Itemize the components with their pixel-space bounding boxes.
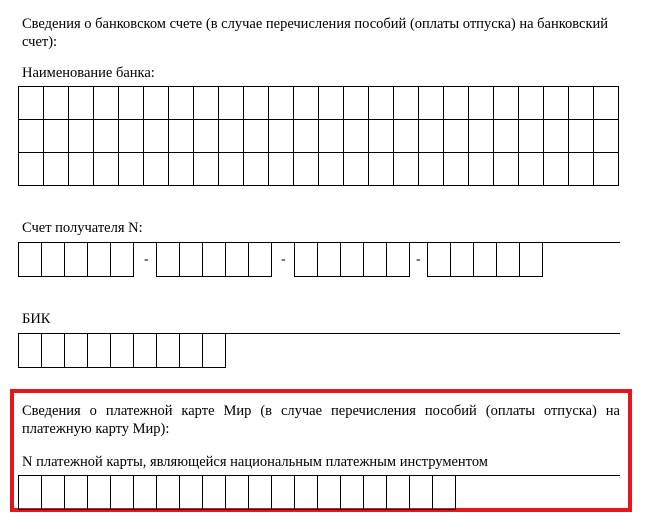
bank-account-heading: Сведения о банковском счете (в случае перечисления пособий (оплаты отпуска) на банковский счет): xyxy=(22,16,609,50)
bank-name-cell[interactable] xyxy=(219,120,244,153)
account-digit-cell[interactable] xyxy=(65,243,88,277)
bank-name-cell[interactable] xyxy=(444,153,469,186)
bik-digit-cell[interactable] xyxy=(19,334,42,368)
account-digit-cell[interactable] xyxy=(19,243,42,277)
bank-name-cell[interactable] xyxy=(444,87,469,120)
payment-card-heading: Сведения о платежной карте Мир (в случае перечисления пособий (оплаты отпуска) на платежную карту Мир): xyxy=(22,403,620,437)
bank-name-cell[interactable] xyxy=(169,153,194,186)
bank-name-cell[interactable] xyxy=(394,153,419,186)
account-digit-cell[interactable] xyxy=(341,243,364,277)
bank-name-cell[interactable] xyxy=(544,87,569,120)
bik-digit-cell[interactable] xyxy=(65,334,88,368)
bank-name-cell[interactable] xyxy=(269,120,294,153)
account-digit-cell[interactable] xyxy=(88,243,111,277)
account-digit-cell[interactable] xyxy=(42,243,65,277)
account-digit-cell[interactable] xyxy=(428,243,451,277)
bank-name-cell[interactable] xyxy=(44,120,69,153)
bank-name-cell[interactable] xyxy=(594,120,619,153)
bank-name-cell[interactable] xyxy=(519,120,544,153)
bank-name-cell[interactable] xyxy=(94,87,119,120)
bank-name-cell[interactable] xyxy=(369,120,394,153)
card-digit-cell[interactable] xyxy=(134,476,157,510)
account-digit-cell[interactable] xyxy=(318,243,341,277)
bik-digit-cell[interactable] xyxy=(203,334,226,368)
bank-name-cell[interactable] xyxy=(319,120,344,153)
card-digit-cell[interactable] xyxy=(203,476,226,510)
bank-name-cell[interactable] xyxy=(294,153,319,186)
bank-name-cell[interactable] xyxy=(244,87,269,120)
bank-name-cell[interactable] xyxy=(94,120,119,153)
bik-digit-cell[interactable] xyxy=(88,334,111,368)
bank-name-cell[interactable] xyxy=(69,87,94,120)
card-digit-cell[interactable] xyxy=(318,476,341,510)
bank-name-cell[interactable] xyxy=(469,120,494,153)
bank-name-cell[interactable] xyxy=(19,153,44,186)
card-digit-cell[interactable] xyxy=(88,476,111,510)
bank-name-cell[interactable] xyxy=(294,120,319,153)
card-number-label: N платежной карты, являющейся национальным платежным инструментом xyxy=(22,454,488,470)
card-digit-cell[interactable] xyxy=(111,476,134,510)
account-digit-cell[interactable] xyxy=(497,243,520,277)
card-digit-cell[interactable] xyxy=(42,476,65,510)
bank-name-cell[interactable] xyxy=(519,153,544,186)
account-digit-cell[interactable] xyxy=(520,243,543,277)
bank-name-cell[interactable] xyxy=(119,153,144,186)
bank-name-cell[interactable] xyxy=(169,87,194,120)
card-digit-cell[interactable] xyxy=(364,476,387,510)
account-group-2[interactable] xyxy=(156,242,272,277)
bank-name-cell[interactable] xyxy=(44,153,69,186)
account-digit-cell[interactable] xyxy=(387,243,410,277)
bank-name-cell[interactable] xyxy=(19,87,44,120)
bank-name-cell[interactable] xyxy=(369,87,394,120)
card-digit-cell[interactable] xyxy=(157,476,180,510)
bank-name-cell[interactable] xyxy=(94,153,119,186)
account-digit-cell[interactable] xyxy=(474,243,497,277)
bank-name-cell[interactable] xyxy=(344,120,369,153)
bik-digit-cell[interactable] xyxy=(134,334,157,368)
bank-name-cell[interactable] xyxy=(419,153,444,186)
bank-name-label: Наименование банка: xyxy=(22,65,155,81)
bik-digit-cell[interactable] xyxy=(157,334,180,368)
account-group-3[interactable] xyxy=(294,242,410,277)
bank-name-cell[interactable] xyxy=(19,120,44,153)
card-digit-cell[interactable] xyxy=(295,476,318,510)
bank-name-cell[interactable] xyxy=(294,87,319,120)
account-digit-cell[interactable] xyxy=(295,243,318,277)
bik-digit-cell[interactable] xyxy=(180,334,203,368)
bank-name-cell[interactable] xyxy=(494,153,519,186)
bank-name-cell[interactable] xyxy=(469,153,494,186)
bank-name-cell[interactable] xyxy=(144,153,169,186)
bank-name-cell[interactable] xyxy=(144,87,169,120)
account-separator-3: - xyxy=(416,252,421,267)
bank-name-cell[interactable] xyxy=(319,153,344,186)
account-digit-cell[interactable] xyxy=(111,243,134,277)
bank-name-cell[interactable] xyxy=(469,87,494,120)
account-separator-2: - xyxy=(281,252,286,267)
bik-digit-cell[interactable] xyxy=(111,334,134,368)
bank-name-cell[interactable] xyxy=(44,87,69,120)
bank-name-cell[interactable] xyxy=(219,153,244,186)
bank-name-row xyxy=(19,120,619,153)
card-digit-cell[interactable] xyxy=(19,476,42,510)
bank-name-cell[interactable] xyxy=(194,87,219,120)
card-digit-cell[interactable] xyxy=(226,476,249,510)
bank-name-cell[interactable] xyxy=(494,87,519,120)
card-number-cells[interactable] xyxy=(18,475,456,510)
account-digit-cell[interactable] xyxy=(203,243,226,277)
bank-name-cell[interactable] xyxy=(344,87,369,120)
bank-name-cell[interactable] xyxy=(569,153,594,186)
bank-name-cell[interactable] xyxy=(594,153,619,186)
account-digit-cell[interactable] xyxy=(157,243,180,277)
bank-name-cell[interactable] xyxy=(394,120,419,153)
bank-name-cell[interactable] xyxy=(269,153,294,186)
account-digit-cell[interactable] xyxy=(226,243,249,277)
bank-name-cell[interactable] xyxy=(344,153,369,186)
account-group-1[interactable] xyxy=(18,242,134,277)
bank-name-cell[interactable] xyxy=(569,87,594,120)
bank-name-cell[interactable] xyxy=(419,87,444,120)
bik-digit-cell[interactable] xyxy=(42,334,65,368)
card-digit-cell[interactable] xyxy=(341,476,364,510)
bank-name-cell[interactable] xyxy=(144,120,169,153)
bank-name-cell[interactable] xyxy=(69,120,94,153)
bank-name-cell[interactable] xyxy=(244,153,269,186)
account-number-label: Счет получателя N: xyxy=(22,220,143,236)
bank-name-cell[interactable] xyxy=(119,120,144,153)
bank-name-cell[interactable] xyxy=(594,87,619,120)
bank-name-row xyxy=(19,153,619,186)
bank-name-cell[interactable] xyxy=(119,87,144,120)
bank-name-cell[interactable] xyxy=(194,153,219,186)
bank-name-cell[interactable] xyxy=(419,120,444,153)
bank-name-cell[interactable] xyxy=(494,120,519,153)
bik-label: БИК xyxy=(22,311,51,327)
bank-name-grid[interactable] xyxy=(18,86,619,186)
payment-card-highlight xyxy=(10,389,632,512)
bank-name-cell[interactable] xyxy=(319,87,344,120)
bank-name-cell[interactable] xyxy=(544,153,569,186)
account-separator-1: - xyxy=(144,252,149,267)
bank-name-cell[interactable] xyxy=(169,120,194,153)
card-digit-cell[interactable] xyxy=(387,476,410,510)
account-digit-cell[interactable] xyxy=(249,243,272,277)
bank-name-cell[interactable] xyxy=(369,153,394,186)
card-digit-cell[interactable] xyxy=(433,476,456,510)
bank-name-cell[interactable] xyxy=(244,120,269,153)
bank-name-cell[interactable] xyxy=(394,87,419,120)
bank-name-cell[interactable] xyxy=(519,87,544,120)
bik-cells[interactable] xyxy=(18,333,226,368)
card-digit-cell[interactable] xyxy=(410,476,433,510)
account-digit-cell[interactable] xyxy=(180,243,203,277)
card-digit-cell[interactable] xyxy=(180,476,203,510)
bank-name-cell[interactable] xyxy=(544,120,569,153)
bank-name-cell[interactable] xyxy=(69,153,94,186)
account-digit-cell[interactable] xyxy=(451,243,474,277)
bank-name-row xyxy=(19,87,619,120)
card-digit-cell[interactable] xyxy=(65,476,88,510)
card-digit-cell[interactable] xyxy=(249,476,272,510)
card-digit-cell[interactable] xyxy=(272,476,295,510)
bank-name-cell[interactable] xyxy=(569,120,594,153)
bank-name-cell[interactable] xyxy=(194,120,219,153)
account-group-4[interactable] xyxy=(427,242,543,277)
bank-name-cell[interactable] xyxy=(219,87,244,120)
bank-name-cell[interactable] xyxy=(444,120,469,153)
account-digit-cell[interactable] xyxy=(364,243,387,277)
bank-name-cell[interactable] xyxy=(269,87,294,120)
